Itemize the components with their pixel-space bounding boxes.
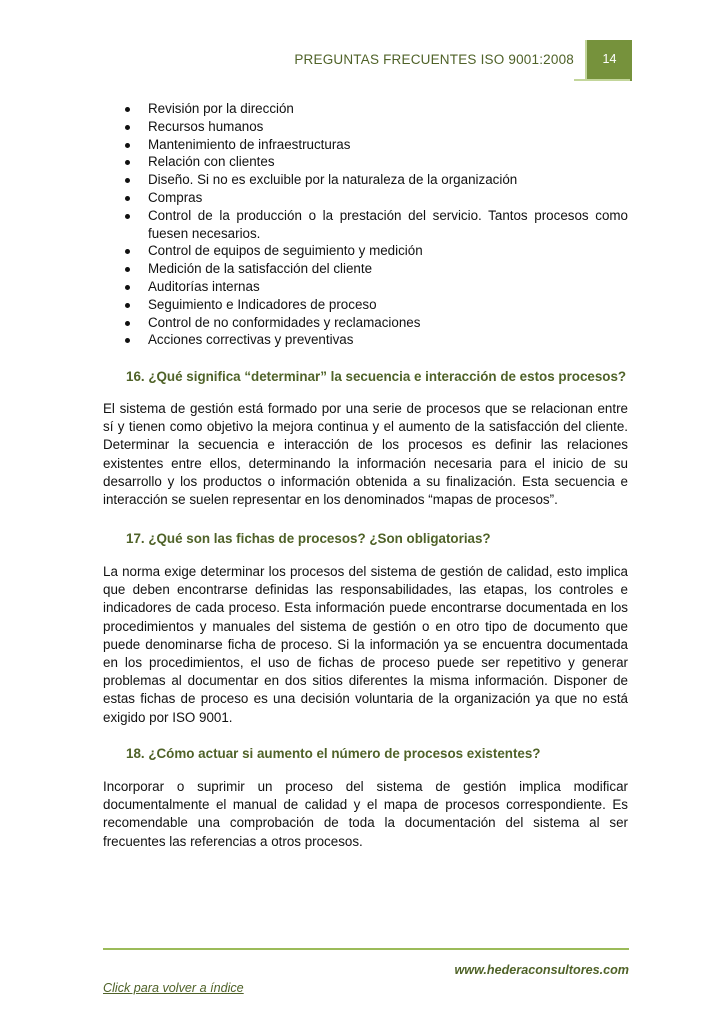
footer-divider bbox=[103, 948, 629, 950]
list-item bbox=[118, 153, 628, 171]
header-divider bbox=[574, 79, 630, 81]
bullet-icon bbox=[125, 321, 130, 326]
list-item-text: Revisión por la dirección bbox=[148, 101, 294, 116]
answer-paragraph-16: El sistema de gestión está formado por una serie de procesos que se relacionan entre sí y tienen como objetivo la mejora continua y el aumento de la satisfacción del cliente. Determinar la secuencia e interacción de los procesos es definir las relaciones existentes entre ellos, determinando la información necesaria para el inicio de su desarrollo y los productos o información obtenida a su finalización. Esta secuencia e interacción se suelen representar en los denominados “mapas de procesos”. bbox=[103, 401, 628, 508]
question-heading-17: 17. ¿Qué son las fichas de procesos? ¿Son obligatorias? bbox=[126, 531, 491, 546]
bullet-icon bbox=[125, 125, 130, 130]
bullet-icon bbox=[125, 303, 130, 308]
list-item bbox=[118, 260, 628, 278]
bullet-icon bbox=[125, 338, 130, 343]
bullet-icon bbox=[125, 196, 130, 201]
bullet-icon bbox=[125, 249, 130, 254]
list-item-text: Control de no conformidades y reclamaciones bbox=[148, 314, 421, 330]
list-item bbox=[118, 331, 628, 349]
bullet-icon bbox=[125, 267, 130, 272]
list-item-text: Recursos humanos bbox=[148, 118, 264, 134]
list-item bbox=[118, 171, 628, 189]
answer-paragraph-18: Incorporar o suprimir un proceso del sistema de gestión implica modificar documentalmente el manual de calidad y el mapa de procesos correspondiente. Es recomendable una comprobación de toda la documentación del sistema al ser frecuentes las referencias a otros procesos. bbox=[103, 779, 628, 849]
question-heading-18: 18. ¿Cómo actuar si aumento el número de procesos existentes? bbox=[126, 746, 541, 761]
list-item-text: Auditorías internas bbox=[148, 278, 260, 294]
list-item-text: Mantenimiento de infraestructuras bbox=[148, 136, 351, 152]
page-number-badge bbox=[585, 40, 632, 81]
list-item bbox=[118, 207, 628, 243]
list-item bbox=[118, 100, 628, 118]
bullet-icon bbox=[125, 285, 130, 290]
page-header-title: PREGUNTAS FRECUENTES ISO 9001:2008 bbox=[294, 52, 574, 67]
list-item bbox=[118, 278, 628, 296]
question-heading-16: 16. ¿Qué significa “determinar” la secuencia e interacción de estos procesos? bbox=[126, 369, 627, 384]
list-item bbox=[118, 242, 628, 260]
list-item-text: Diseño. Si no es excluible por la naturaleza de la organización bbox=[148, 172, 518, 188]
footer-website: www.hederaconsultores.com bbox=[454, 963, 629, 977]
list-item bbox=[118, 296, 628, 314]
bullet-icon bbox=[125, 160, 130, 165]
list-item-text: Compras bbox=[148, 189, 203, 205]
bullet-icon bbox=[125, 214, 130, 219]
list-item bbox=[118, 189, 628, 207]
list-item-text: Seguimiento e Indicadores de proceso bbox=[148, 296, 377, 312]
bullet-icon bbox=[125, 143, 130, 148]
list-item-text: Control de la producción o la prestación del servicio. Tantos procesos como fuesen necesarios. bbox=[148, 207, 628, 241]
bullet-icon bbox=[125, 178, 130, 183]
list-item-text: Medición de la satisfacción del cliente bbox=[148, 261, 373, 277]
page-number: 14 bbox=[602, 52, 617, 66]
list-item bbox=[118, 314, 628, 332]
process-bullet-list bbox=[118, 100, 628, 349]
list-item bbox=[118, 136, 628, 154]
list-item-text: Control de equipos de seguimiento y medición bbox=[148, 243, 423, 259]
bullet-icon bbox=[125, 107, 130, 112]
list-item bbox=[118, 118, 628, 136]
list-item-text: Acciones correctivas y preventivas bbox=[148, 332, 354, 348]
answer-paragraph-17: La norma exige determinar los procesos del sistema de gestión de calidad, esto implica que deben encontrarse definidas las responsabilidades, las etapas, los controles e indicadores de cada proceso. Esta información puede encontrarse documentada en los procedimientos y manuales del sistema de gestión o en otro tipo de documento que puede denominarse ficha de proceso. Si la información ya se encuentra documentada en los procedimientos, el uso de fichas de proceso puede ser repetitivo y generar problemas al documentar en dos sitios diferentes la misma información. Disponer de estas fichas de proceso es una decisión voluntaria de la organización ya que no está exigido por ISO 9001. bbox=[103, 564, 628, 725]
back-to-index-link[interactable]: Click para volver a índice bbox=[103, 981, 244, 995]
list-item-text: Relación con clientes bbox=[148, 154, 275, 170]
